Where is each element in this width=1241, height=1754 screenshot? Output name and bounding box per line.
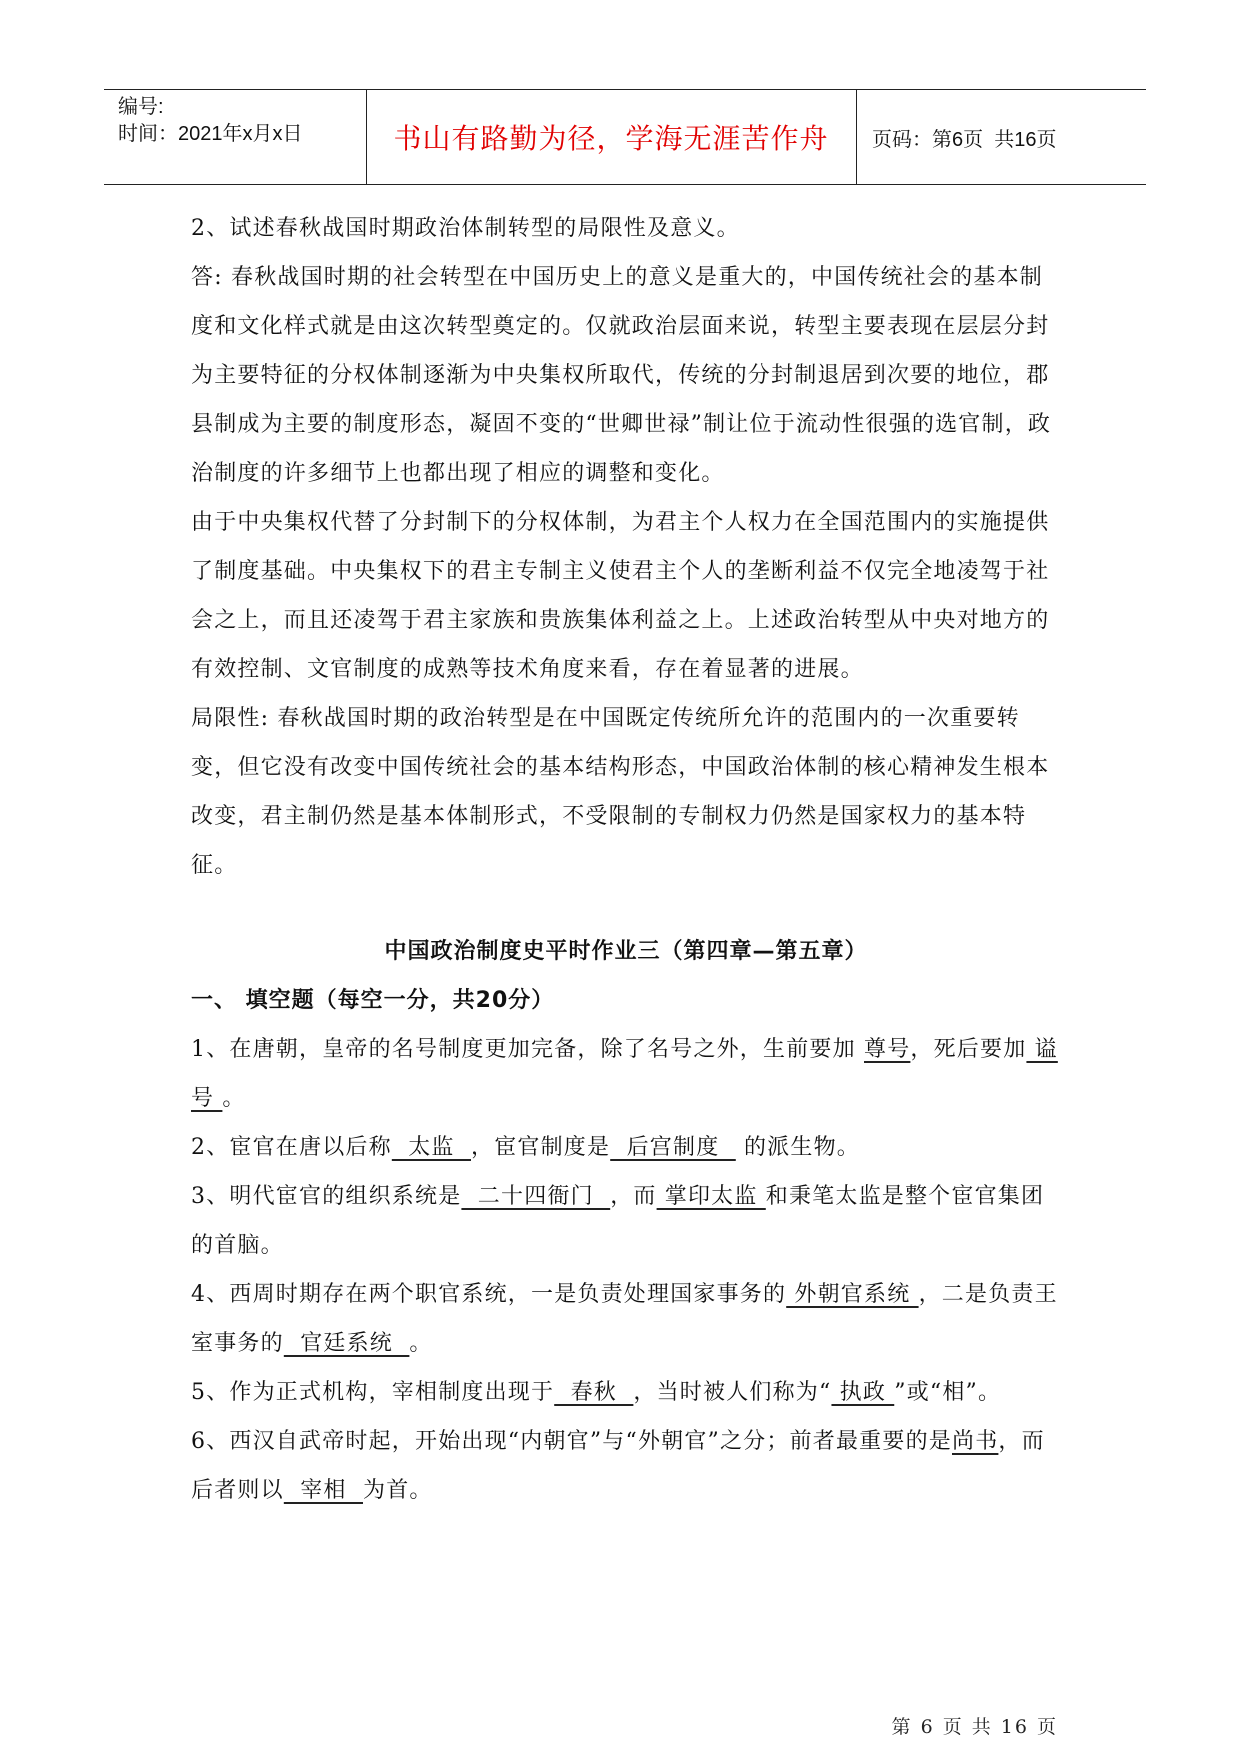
fill-item-4 (191, 1270, 1061, 1368)
answer-blank: 尊号 (864, 1037, 911, 1062)
item-text: ，而后者则以 (191, 1429, 1045, 1503)
answer-blank: 官廷系统 (283, 1331, 410, 1356)
answer-blank: 后宫制度 (610, 1135, 736, 1160)
homework-title: 中国政治制度史平时作业三（第四章—第五章） (384, 939, 868, 964)
answer-blank: 二十四衙门 (461, 1184, 611, 1209)
section-heading: 一、 填空题（每空一分，共20分） (191, 988, 555, 1013)
answer-blank: 掌印太监 (656, 1184, 766, 1209)
fill-item-2 (191, 1123, 1061, 1172)
fill-item-1 (191, 1025, 1061, 1123)
fill-item-3 (191, 1172, 1061, 1270)
answer-blank: 春秋 (554, 1380, 634, 1405)
answer-blank: 尚书 (952, 1429, 999, 1454)
item-text: ，当时被人们称为“ (633, 1380, 832, 1405)
fill-item-5 (191, 1368, 1061, 1417)
header-divider (856, 90, 857, 184)
header-motto: 书山有路勤为径，学海无涯苦作舟 (393, 122, 829, 155)
answer-blank: 太监 (391, 1135, 471, 1160)
document-body (191, 204, 1061, 1515)
item-text: ，二是负责王室事务的 (191, 1282, 1058, 1356)
fill-item-6 (191, 1417, 1061, 1515)
item-text: 6、西汉自武帝时起，开始出现“内朝官”与“外朝官”之分；前者最重要的是 (191, 1429, 952, 1454)
answer-blank: 谥号 (191, 1037, 1058, 1111)
item-text: ，死后要加 (910, 1037, 1027, 1062)
item-text: 。 (222, 1086, 246, 1111)
time-label: 时间：2021年x月x日 (118, 123, 303, 145)
item-text: 4、西周时期存在两个职官系统，一是负责处理国家事务的 (191, 1282, 787, 1307)
page-number-label: 页码：第6页 共16页 (872, 128, 1057, 151)
answer-paragraph: 局限性: 春秋战国时期的政治转型是在中国既定传统所允许的范围内的一次重要转变，但它没有改变中国传统社会的基本结构形态，中国政治体制的核心精神发生根本改变，君主制仍然是基本体制形式，不受限制的专制权力仍然是国家权力的基本特征。 (191, 706, 1050, 878)
item-text: ，宦官制度是 (471, 1135, 611, 1160)
page-header (104, 89, 1146, 185)
item-text: 和秉笔太监是整个宦官集团的首脑。 (191, 1184, 1045, 1258)
item-text: 5、作为正式机构，宰相制度出现于 (191, 1380, 555, 1405)
answer-blank: 宰相 (283, 1478, 363, 1503)
answer-blank: 执政 (831, 1380, 895, 1405)
item-text: 为首。 (363, 1478, 433, 1503)
item-text: 2、宦官在唐以后称 (191, 1135, 392, 1160)
item-text: 的派生物。 (735, 1135, 860, 1160)
number-label: 编号: (118, 96, 164, 118)
item-text: 。 (409, 1331, 433, 1356)
page-footer: 第 6 页 共 16 页 (891, 1716, 1058, 1738)
item-text: 1、在唐朝，皇帝的名号制度更加完备，除了名号之外，生前要加 (191, 1037, 864, 1062)
item-text: ”或“相”。 (894, 1380, 1002, 1405)
answer-paragraph: 由于中央集权代替了分封制下的分权体制，为君主个人权力在全国范围内的实施提供了制度基础。中央集权下的君主专制主义使君主个人的垄断利益不仅完全地凌驾于社会之上，而且还凌驾于君主家族和贵族集体利益之上。上述政治转型从中央对地方的有效控制、文官制度的成熟等技术角度来看，存在着显著的进展。 (191, 510, 1050, 682)
item-text: 3、明代宦官的组织系统是 (191, 1184, 462, 1209)
question-2: 2、试述春秋战国时期政治体制转型的局限性及意义。 (191, 216, 740, 241)
answer-blank: 外朝官系统 (786, 1282, 919, 1307)
header-meta (118, 94, 366, 148)
item-text: ，而 (610, 1184, 657, 1209)
answer-paragraph: 答: 春秋战国时期的社会转型在中国历史上的意义是重大的，中国传统社会的基本制度和文化样式就是由这次转型奠定的。仅就政治层面来说，转型主要表现在层层分封为主要特征的分权体制逐渐为中央集权所取代，传统的分封制退居到次要的地位，郡县制成为主要的制度形态，凝固不变的“世卿世禄”制让位于流动性很强的选官制，政治制度的许多细节上也都出现了相应的调整和变化。 (191, 265, 1052, 486)
header-divider (366, 90, 367, 184)
